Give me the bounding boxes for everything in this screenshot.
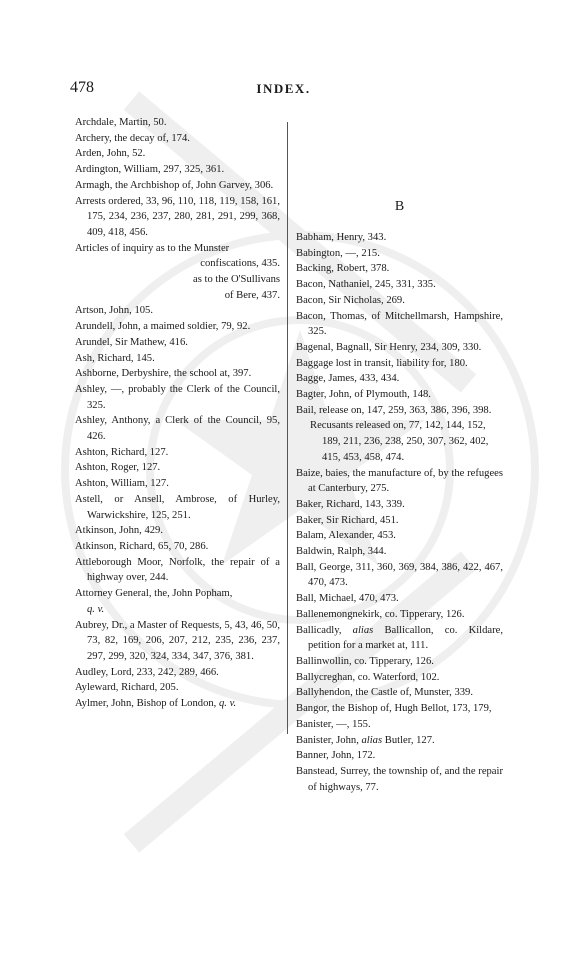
index-entry: Ball, Michael, 470, 473.	[296, 593, 399, 605]
index-entry: Bail, release on, 147, 259, 363, 386, 396, 398.	[296, 404, 492, 416]
index-entry: Baize, baies, the manufacture of, by the refugees at Canterbury, 275.	[296, 467, 503, 495]
index-entry: Balam, Alexander, 453.	[296, 530, 396, 542]
entry-text: Ballicadly,	[296, 624, 342, 636]
entry-crossref: q. v.	[87, 603, 105, 615]
index-entry: Arundel, Sir Mathew, 416.	[75, 336, 188, 348]
index-entry: Archdale, Martin, 50.	[75, 117, 167, 128]
index-entry: Bacon, Nathaniel, 245, 331, 335.	[296, 279, 436, 291]
index-entry: Ballycreghan, co. Waterford, 102.	[296, 671, 440, 683]
page-number: 478	[70, 79, 94, 96]
index-entry: Ashley, —, probably the Clerk of the Council, 325.	[75, 383, 280, 411]
index-entry: Banstead, Surrey, the township of, and the repair of highways, 77.	[296, 765, 503, 793]
index-entry	[75, 696, 280, 712]
index-entry	[296, 623, 503, 654]
index-entry: Babham, Henry, 343.	[296, 232, 387, 243]
index-column-left	[75, 115, 280, 712]
index-entry: Articles of inquiry as to the Munster	[75, 242, 230, 254]
index-entry: Ashley, Anthony, a Clerk of the Council, 95, 426.	[75, 415, 280, 443]
index-entry: Audley, Lord, 233, 242, 289, 466.	[75, 666, 219, 678]
index-entry: Ashton, Richard, 127.	[75, 446, 169, 458]
index-entry: Bagter, John, of Plymouth, 148.	[296, 389, 431, 401]
index-subentry: Recusants released on, 77, 142, 144, 152, 189, 211, 236, 238, 250, 307, 362, 402, 415, 453, 458, 474.	[310, 420, 489, 463]
index-entry: Ardington, William, 297, 325, 361.	[75, 164, 225, 176]
index-entry: Ballyhendon, the Castle of, Munster, 339.	[296, 687, 473, 699]
index-entry: Aubrey, Dr., a Master of Requests, 5, 43, 46, 50, 73, 82, 169, 206, 207, 212, 235, 236, 237, 297, 299, 320, 324, 334, 347, 376, 381.	[75, 619, 280, 662]
index-entry: Ashton, William, 127.	[75, 478, 169, 490]
index-entry: Backing, Robert, 378.	[296, 263, 390, 275]
entry-alias: alias	[361, 734, 383, 746]
entry-alias: alias	[352, 624, 374, 636]
index-entry: Armagh, the Archbishop of, John Garvey, 306.	[75, 179, 274, 191]
index-subentry: confiscations, 435.	[200, 258, 280, 270]
index-entry: Atkinson, Richard, 65, 70, 286.	[75, 540, 209, 552]
index-entry	[75, 586, 280, 617]
index-entry: Bagge, James, 433, 434.	[296, 373, 400, 385]
index-entry: Ballinwollin, co. Tipperary, 126.	[296, 655, 434, 667]
index-entry: Banister, —, 155.	[296, 718, 371, 730]
index-entry: Bacon, Thomas, of Mitchellmarsh, Hampshire, 325.	[296, 310, 503, 338]
index-entry: Artson, John, 105.	[75, 305, 153, 317]
entry-text: Banister, John,	[296, 734, 359, 746]
entry-crossref: q. v.	[218, 698, 237, 710]
index-entry: Ball, George, 311, 360, 369, 384, 386, 422, 467, 470, 473.	[296, 561, 503, 589]
index-entry: Astell, or Ansell, Ambrose, of Hurley, Warwickshire, 125, 251.	[75, 493, 280, 521]
index-subentry: as to the O'Sullivans	[193, 274, 280, 286]
index-entry: Atkinson, John, 429.	[75, 525, 163, 537]
index-entry: Arden, John, 52.	[75, 148, 146, 160]
entry-text: Ballicallon, co. Kildare, petition for a market at, 111.	[308, 624, 503, 652]
index-entry: Ash, Richard, 145.	[75, 352, 155, 364]
entry-text: Attorney General, the, John Popham,	[75, 588, 233, 600]
index-entry: Bacon, Sir Nicholas, 269.	[296, 294, 405, 306]
column-divider	[287, 122, 288, 734]
section-letter: B	[394, 199, 405, 214]
entry-text: Butler, 127.	[384, 734, 435, 746]
index-entry: Archery, the decay of, 174.	[75, 132, 190, 144]
index-entry: Baldwin, Ralph, 344.	[296, 546, 387, 558]
index-entry: Arrests ordered, 33, 96, 110, 118, 119, 158, 161, 175, 234, 236, 237, 280, 281, 291, 299, 368, 409, 418, 456.	[75, 195, 280, 238]
index-entry	[296, 733, 503, 749]
index-subentry: of Bere, 437.	[224, 289, 280, 301]
index-entry: Banner, John, 172.	[296, 750, 376, 762]
index-entry: Baker, Sir Richard, 451.	[296, 514, 399, 526]
index-entry: Baker, Richard, 143, 339.	[296, 498, 405, 510]
index-entry: Arundell, John, a maimed soldier, 79, 92.	[75, 321, 251, 333]
index-entry: Bangor, the Bishop of, Hugh Bellot, 173, 179,	[296, 703, 492, 715]
index-column-right	[296, 230, 503, 795]
entry-text: Aylmer, John, Bishop of London,	[75, 698, 217, 710]
index-entry: Ballenemongnekirk, co. Tipperary, 126.	[296, 608, 465, 620]
index-entry: Ashborne, Derbyshire, the school at, 397.	[75, 368, 252, 380]
index-entry: Babington, —, 215.	[296, 247, 380, 259]
index-entry: Ashton, Roger, 127.	[75, 462, 161, 474]
page-header-title: INDEX.	[256, 81, 311, 96]
index-entry: Ayleward, Richard, 205.	[75, 682, 179, 694]
index-entry: Attleborough Moor, Norfolk, the repair of a highway over, 244.	[75, 556, 280, 584]
index-entry: Baggage lost in transit, liability for, 180.	[296, 357, 468, 369]
index-entry: Bagenal, Bagnall, Sir Henry, 234, 309, 330.	[296, 341, 482, 353]
